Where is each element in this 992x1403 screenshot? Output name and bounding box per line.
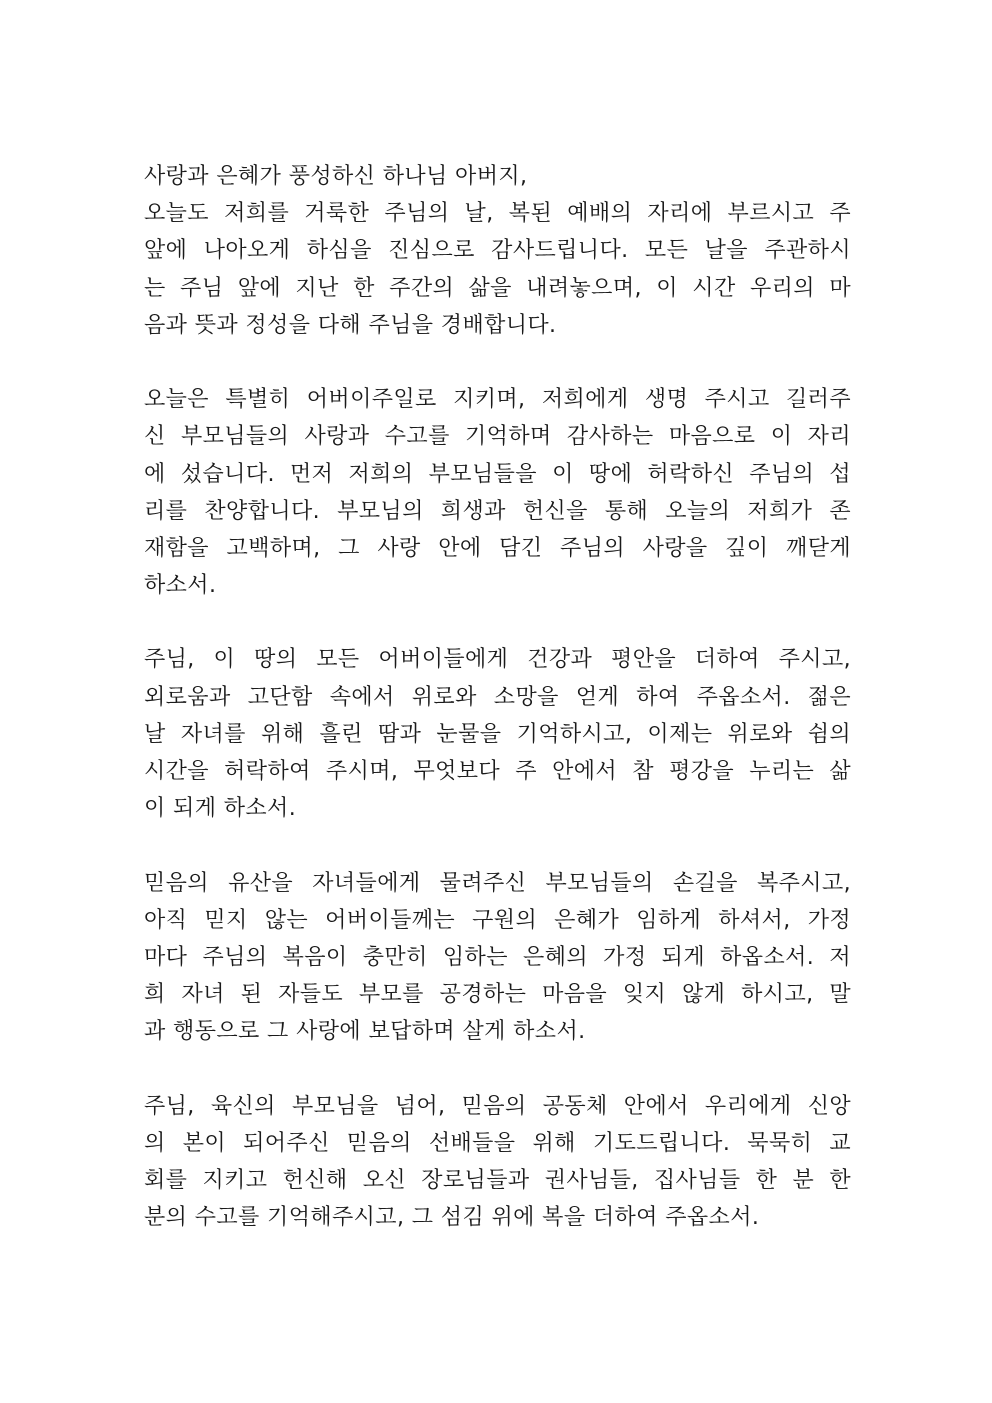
text-line: 회를 지키고 헌신해 오신 장로님들과 권사님들, 집사님들 한 분 한 [144, 1168, 851, 1194]
text-line: 에 섰습니다. 먼저 저희의 부모님들을 이 땅에 허락하신 주님의 섭 [144, 461, 851, 487]
paragraph-spacer [144, 344, 851, 381]
paragraph-1 [144, 158, 851, 344]
text-line: 과 행동으로 그 사랑에 보답하며 살게 하소서. [144, 1019, 586, 1045]
text-line: 주님, 이 땅의 모든 어버이들에게 건강과 평안을 더하여 주시고, [144, 647, 851, 673]
text-line: 오늘도 저희를 거룩한 주님의 날, 복된 예배의 자리에 부르시고 주 [144, 201, 851, 227]
text-line: 이 되게 하소서. [144, 796, 297, 822]
text-line: 재함을 고백하며, 그 사랑 안에 담긴 주님의 사랑을 깊이 깨닫게 [144, 535, 851, 561]
text-line: 믿음의 유산을 자녀들에게 물려주신 부모님들의 손길을 복주시고, [144, 870, 851, 896]
text-line: 리를 찬양합니다. 부모님의 희생과 헌신을 통해 오늘의 저희가 존 [144, 498, 851, 524]
text-line: 신 부모님들의 사랑과 수고를 기억하며 감사하는 마음으로 이 자리 [144, 424, 851, 450]
text-line: 앞에 나아오게 하심을 진심으로 감사드립니다. 모든 날을 주관하시 [144, 238, 851, 264]
text-line: 아직 믿지 않는 어버이들께는 구원의 은혜가 임하게 하셔서, 가정 [144, 907, 851, 933]
text-line: 의 본이 되어주신 믿음의 선배들을 위해 기도드립니다. 묵묵히 교 [144, 1130, 851, 1156]
paragraph-5 [144, 1088, 851, 1237]
paragraph-spacer [144, 1051, 851, 1088]
prayer-text [144, 158, 851, 1236]
text-line: 음과 뜻과 정성을 다해 주님을 경배합니다. [144, 312, 557, 338]
text-line: 는 주님 앞에 지난 한 주간의 삶을 내려놓으며, 이 시간 우리의 마 [144, 275, 851, 301]
text-line: 시간을 허락하여 주시며, 무엇보다 주 안에서 참 평강을 누리는 삶 [144, 759, 851, 784]
text-line: 마다 주님의 복음이 충만히 임하는 은혜의 가정 되게 하옵소서. 저 [144, 944, 851, 970]
paragraph-spacer [144, 827, 851, 864]
paragraph-2 [144, 381, 851, 604]
text-line: 사랑과 은혜가 풍성하신 하나님 아버지, [144, 164, 528, 189]
text-line: 외로움과 고단함 속에서 위로와 소망을 얻게 하여 주옵소서. 젊은 [144, 684, 851, 710]
paragraph-3 [144, 641, 851, 827]
paragraph-4 [144, 865, 851, 1051]
text-line: 날 자녀를 위해 흘린 땀과 눈물을 기억하시고, 이제는 위로와 쉼의 [144, 721, 851, 747]
text-line: 하소서. [144, 573, 217, 599]
text-line: 주님, 육신의 부모님을 넘어, 믿음의 공동체 안에서 우리에게 신앙 [144, 1093, 851, 1119]
text-line: 오늘은 특별히 어버이주일로 지키며, 저희에게 생명 주시고 길러주 [144, 387, 851, 413]
paragraph-spacer [144, 604, 851, 641]
text-line: 희 자녀 된 자들도 부모를 공경하는 마음을 잊지 않게 하시고, 말 [144, 982, 851, 1008]
text-line: 분의 수고를 기억해주시고, 그 섬김 위에 복을 더하여 주옵소서. [144, 1205, 760, 1231]
